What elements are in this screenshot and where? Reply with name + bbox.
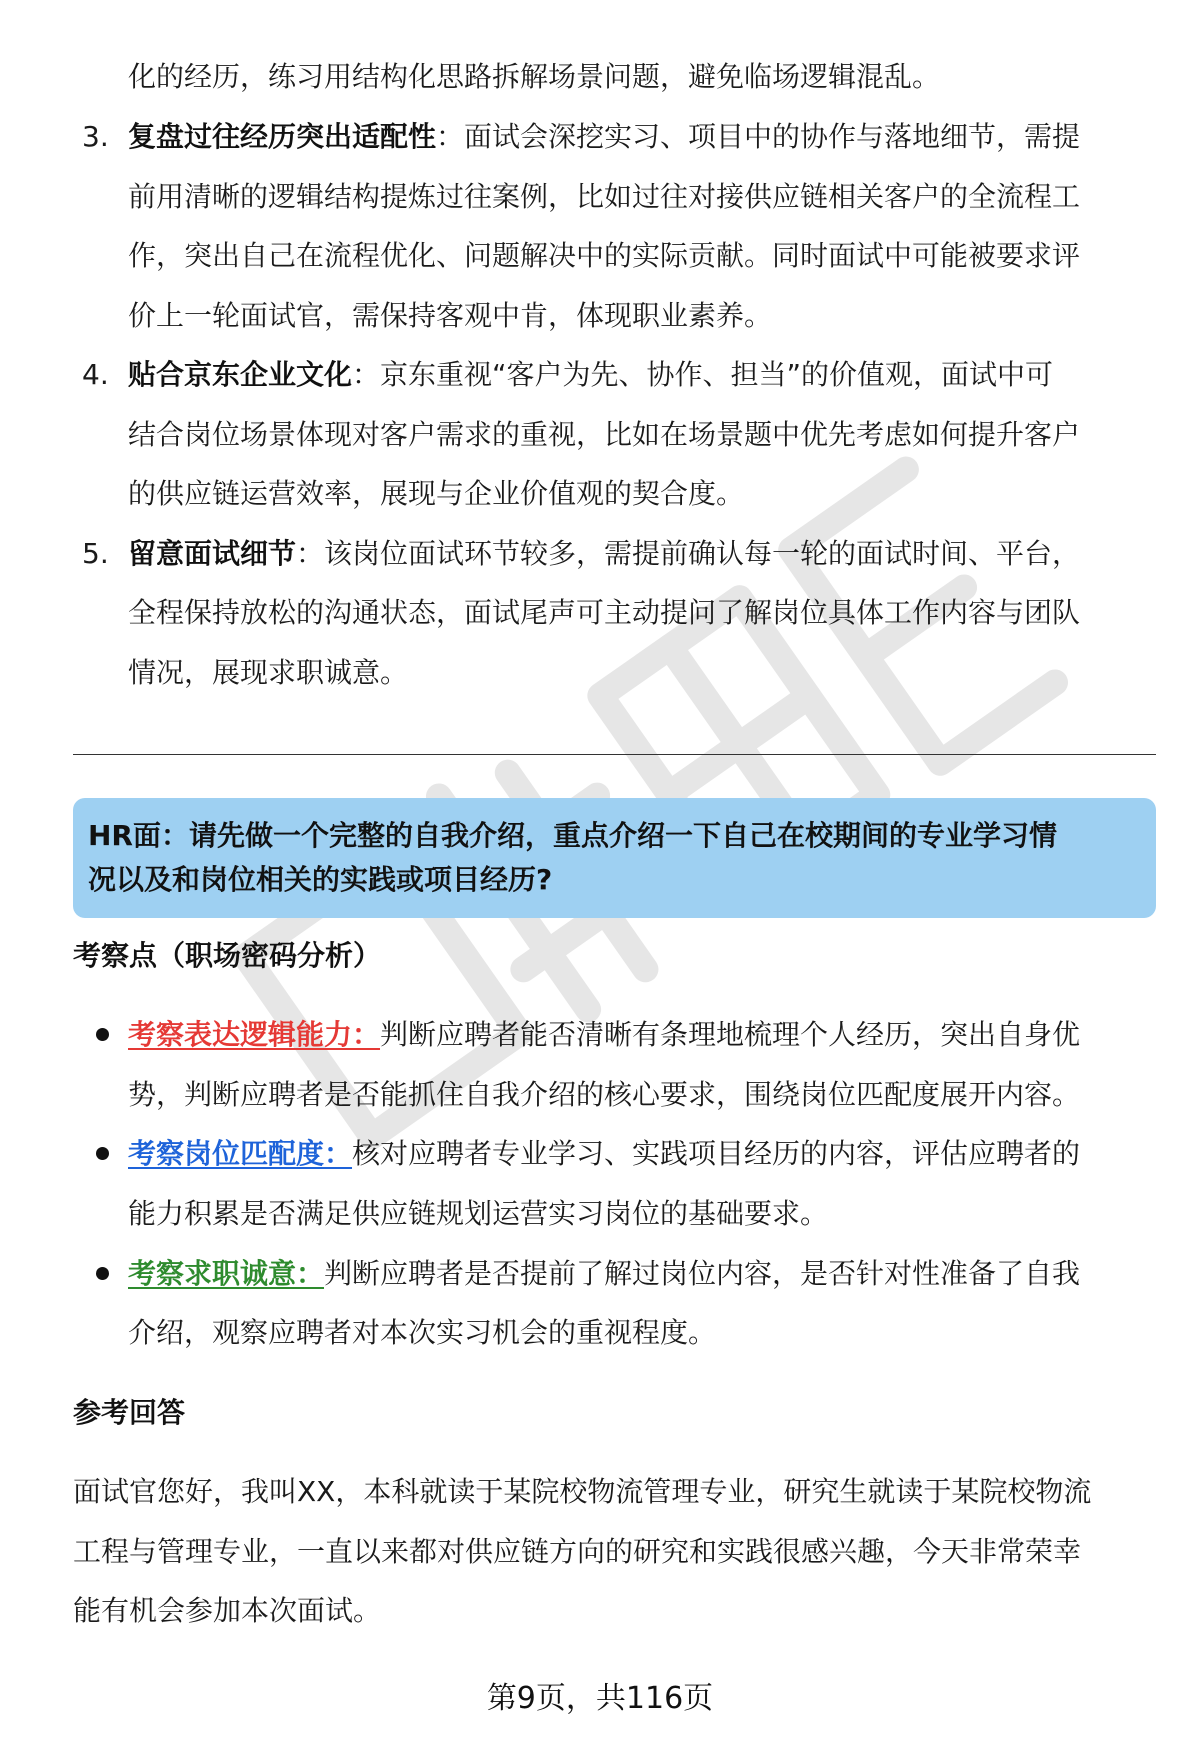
bullet-item [128,1015,1080,1055]
bullet-keyword: 考察岗位匹配度： [128,1137,353,1170]
list-item-text: ：该岗位面试环节较多，需提前确认每一轮的面试时间、平台， [296,537,1081,570]
hr-question-line: HR面：请先做一个完整的自我介绍，重点介绍一下自己在校期间的专业学习情 [88,819,1057,852]
list-item-text: 情况，展现求职诚意。 [128,656,409,689]
page-number: 第9页，共116页 [486,1681,714,1716]
answer-text: 工程与管理专业，一直以来都对供应链方向的研究和实践很感兴趣，今天非常荣幸 [73,1535,1082,1568]
list-item-text: 的供应链运营效率，展现与企业价值观的契合度。 [128,477,745,510]
list-number: 5. [82,537,109,570]
list-item [128,117,1080,157]
list-item-text: 作，突出自己在流程优化、问题解决中的实际贡献。同时面试中可能被要求评 [128,239,1081,272]
list-item-text: ：面试会深挖实习、项目中的协作与落地细节，需提 [436,120,1081,153]
list-continuation: 化的经历，练习用结构化思路拆解场景问题，避免临场逻辑混乱。 [128,60,941,93]
bullet-keyword: 考察求职诚意： [128,1257,325,1290]
answer-text: 面试官您好，我叫XX，本科就读于某院校物流管理专业，研究生就读于某院校物流 [73,1475,1092,1508]
bullet-text: 介绍，观察应聘者对本次实习机会的重视程度。 [128,1316,717,1349]
bullet-text: 势，判断应聘者是否能抓住自我介绍的核心要求，围绕岗位匹配度展开内容。 [128,1078,1081,1111]
bullet-item [128,1134,1080,1174]
list-item-title: 复盘过往经历突出适配性 [128,120,437,153]
bullet-keyword: 考察表达逻辑能力： [128,1018,381,1051]
list-item-text: 结合岗位场景体现对客户需求的重视，比如在场景题中优先考虑如何提升客户 [128,418,1081,451]
list-number: 4. [82,358,109,391]
bullet-item [128,1254,1080,1294]
analysis-heading: 考察点（职场密码分析） [73,939,382,972]
list-item-text: 前用清晰的逻辑结构提炼过往案例，比如过往对接供应链相关客户的全流程工 [128,180,1081,213]
bullet-dot [96,1147,109,1160]
section-divider [73,754,1156,755]
list-item [128,534,1080,574]
hr-question-box [73,798,1156,918]
list-item-title: 留意面试细节 [128,537,297,570]
list-item [128,355,1053,395]
bullet-text: 能力积累是否满足供应链规划运营实习岗位的基础要求。 [128,1197,829,1230]
list-item-title: 贴合京东企业文化 [128,358,353,391]
hr-question-line: 况以及和岗位相关的实践或项目经历? [88,863,553,896]
list-item-text: ：京东重视“客户为先、协作、担当”的价值观，面试中可 [352,358,1054,391]
list-item-text: 全程保持放松的沟通状态，面试尾声可主动提问了解岗位具体工作内容与团队 [128,596,1081,629]
bullet-text: 判断应聘者能否清晰有条理地梳理个人经历，突出自身优 [380,1018,1081,1051]
bullet-dot [96,1267,109,1280]
list-item-text: 价上一轮面试官，需保持客观中肯，体现职业素养。 [128,299,773,332]
answer-text: 能有机会参加本次面试。 [73,1594,382,1627]
answer-heading: 参考回答 [73,1396,186,1429]
bullet-dot [96,1028,109,1041]
bullet-text: 判断应聘者是否提前了解过岗位内容，是否针对性准备了自我 [324,1257,1081,1290]
list-number: 3. [82,120,109,153]
bullet-text: 核对应聘者专业学习、实践项目经历的内容，评估应聘者的 [352,1137,1081,1170]
